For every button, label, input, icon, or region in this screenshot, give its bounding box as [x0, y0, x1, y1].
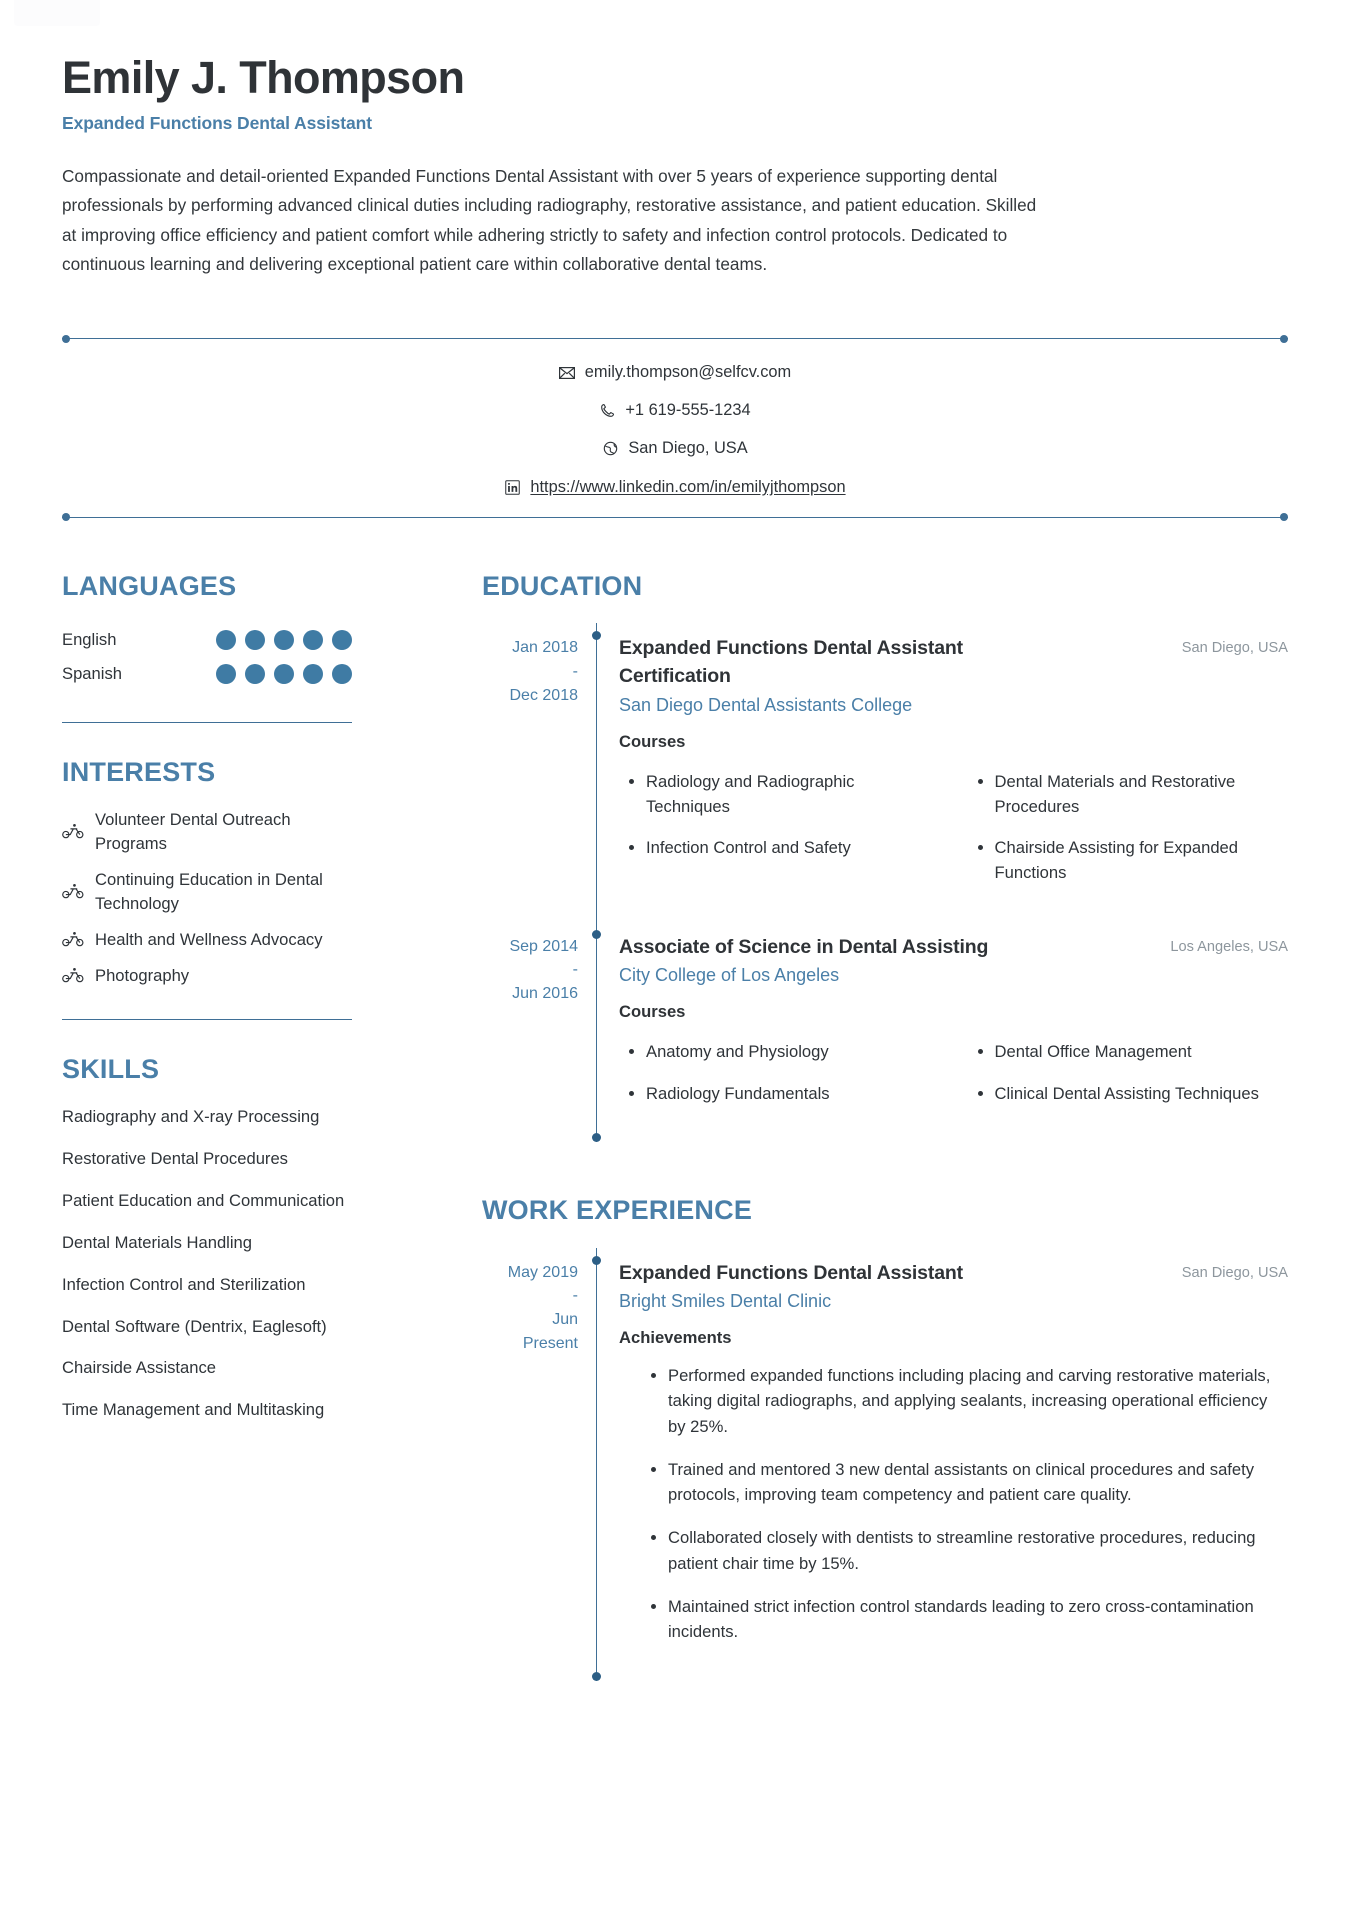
- resume-body: [62, 572, 1288, 1681]
- course-item: [968, 1073, 1289, 1114]
- entry-organization: Bright Smiles Dental Clinic: [619, 1291, 832, 1312]
- course-item: [619, 827, 940, 893]
- date-end: Dec 2018: [509, 686, 578, 704]
- contact-email-text: emily.thompson@selfcv.com: [584, 363, 792, 382]
- course-item: [619, 1031, 940, 1072]
- skill-item: Patient Education and Communication: [62, 1190, 345, 1210]
- work-experience-section: [482, 1196, 1288, 1681]
- bullet-point-icon: [978, 1049, 983, 1054]
- bullet-point-icon: [651, 1373, 656, 1378]
- sidebar: [62, 572, 352, 1440]
- entry-date-range: [482, 1248, 578, 1682]
- work-entries: [482, 1248, 1288, 1682]
- interest-label: Volunteer Dental Outreach Programs: [95, 810, 291, 854]
- bicycle-icon: [62, 931, 84, 949]
- education-entry: [482, 623, 1288, 921]
- date-start: Jan 2018: [512, 639, 578, 657]
- level-dot: [274, 664, 294, 684]
- interest-item: [62, 868, 352, 916]
- languages-list: [62, 623, 352, 691]
- interest-label: Health and Wellness Advocacy: [95, 930, 323, 950]
- date-start: May 2019: [507, 1263, 578, 1281]
- contact-linkedin-link[interactable]: https://www.linkedin.com/in/emilyjthompson: [530, 477, 846, 496]
- interest-label: Photography: [95, 966, 190, 986]
- language-row: [62, 657, 352, 691]
- level-dot: [303, 630, 323, 650]
- skills-list: [62, 1105, 352, 1423]
- date-end-month: Jun: [552, 1310, 578, 1328]
- course-item: [968, 827, 1289, 893]
- skill-item: Time Management and Multitasking: [62, 1400, 325, 1420]
- contact-band: [62, 316, 1288, 538]
- course-text: Radiology Fundamentals: [646, 1083, 830, 1103]
- course-item: [619, 761, 940, 827]
- candidate-name: Emily J. Thompson: [62, 52, 465, 103]
- achievement-item: [641, 1516, 1288, 1584]
- bullet-point-icon: [629, 845, 634, 850]
- course-item: [619, 1073, 940, 1114]
- skills-heading: SKILLS: [62, 1054, 160, 1085]
- bullet-point-icon: [651, 1467, 656, 1472]
- education-entries: [482, 623, 1288, 1141]
- date-end: Jun 2016: [512, 985, 578, 1003]
- work-experience-heading: WORK EXPERIENCE: [482, 1194, 753, 1225]
- date-start: Sep 2014: [509, 937, 578, 955]
- courses-label: Courses: [619, 731, 686, 751]
- bicycle-icon: [62, 967, 84, 985]
- bullet-point-icon: [978, 845, 983, 850]
- interest-item: [62, 964, 352, 988]
- skill-item: Chairside Assistance: [62, 1358, 217, 1378]
- main-column: [482, 572, 1288, 1681]
- languages-section: [62, 572, 352, 692]
- achievements-list: [619, 1354, 1288, 1653]
- course-text: Clinical Dental Assisting Techniques: [994, 1083, 1259, 1103]
- entry-location: Los Angeles, USA: [1170, 938, 1288, 955]
- contact-rule-bottom: [62, 517, 1288, 518]
- achievement-text: Collaborated closely with dentists to streamline restorative procedures, reducing patient chair time by 15%.: [668, 1528, 1256, 1573]
- achievement-item: [641, 1585, 1288, 1653]
- contact-email[interactable]: [559, 357, 791, 388]
- level-dot: [245, 630, 265, 650]
- bullet-point-icon: [629, 1049, 634, 1054]
- contact-linkedin[interactable]: [504, 472, 845, 503]
- skill-item: Radiography and X-ray Processing: [62, 1107, 320, 1127]
- achievement-text: Maintained strict infection control standards leading to zero cross-contamination incidents.: [668, 1596, 1254, 1641]
- achievements-label: Achievements: [619, 1328, 732, 1348]
- level-dot: [332, 630, 352, 650]
- achievement-text: Trained and mentored 3 new dental assistants on clinical procedures and safety protocols, improving team competency and patient care quality.: [668, 1459, 1255, 1505]
- entry-location: San Diego, USA: [1181, 1264, 1288, 1281]
- sidebar-divider: [62, 722, 352, 723]
- course-item: [968, 1031, 1289, 1072]
- contact-phone-text: +1 619-555-1234: [625, 401, 751, 420]
- entry-title: Expanded Functions Dental Assistant Certification: [619, 637, 963, 688]
- education-heading: EDUCATION: [482, 570, 643, 601]
- corner-watermark: [14, 0, 100, 26]
- level-dot: [274, 630, 294, 650]
- course-item: [968, 761, 1289, 827]
- entry-date-range: [482, 922, 578, 1142]
- bullet-point-icon: [978, 779, 983, 784]
- achievement-item: [641, 1448, 1288, 1516]
- entry-location: San Diego, USA: [1181, 640, 1288, 657]
- entry-title: Associate of Science in Dental Assisting: [619, 935, 989, 958]
- entry-head: [619, 1260, 1288, 1288]
- achievement-item: [641, 1354, 1288, 1448]
- languages-heading: LANGUAGES: [62, 570, 237, 601]
- level-dot: [303, 664, 323, 684]
- level-dot: [245, 664, 265, 684]
- language-row: [62, 623, 352, 657]
- entry-head: [619, 934, 1288, 962]
- contact-location-text: San Diego, USA: [628, 439, 748, 458]
- course-text: Infection Control and Safety: [646, 838, 851, 858]
- course-text: Anatomy and Physiology: [646, 1042, 829, 1062]
- course-text: Chairside Assisting for Expanded Functions: [994, 838, 1239, 883]
- interest-label: Continuing Education in Dental Technology: [95, 870, 323, 914]
- skill-item: Restorative Dental Procedures: [62, 1148, 288, 1168]
- course-text: Dental Materials and Restorative Procedures: [994, 771, 1236, 817]
- level-dot: [216, 630, 236, 650]
- courses-grid: [619, 1031, 1288, 1113]
- level-dot: [216, 664, 236, 684]
- envelope-icon: [559, 364, 576, 381]
- bicycle-icon: [62, 883, 84, 901]
- skill-item: Dental Materials Handling: [62, 1232, 253, 1252]
- level-dot: [332, 664, 352, 684]
- bullet-point-icon: [978, 1091, 983, 1096]
- globe-icon: [602, 440, 619, 457]
- interests-list: [62, 808, 352, 988]
- skills-section: [62, 1055, 352, 1423]
- bullet-point-icon: [629, 1091, 634, 1096]
- entry-organization: San Diego Dental Assistants College: [619, 694, 913, 715]
- course-text: Radiology and Radiographic Techniques: [646, 771, 855, 817]
- interests-heading: INTERESTS: [62, 757, 216, 788]
- sidebar-divider: [62, 1019, 352, 1020]
- language-level-dots: [216, 664, 352, 684]
- bullet-point-icon: [651, 1604, 656, 1609]
- resume-header: [62, 0, 1288, 280]
- contact-phone[interactable]: [599, 395, 750, 426]
- interests-section: [62, 758, 352, 988]
- entry-date-range: [482, 623, 578, 921]
- interest-item: [62, 928, 352, 952]
- date-end-present: Present: [522, 1334, 578, 1352]
- contact-rule-top: [62, 338, 1288, 339]
- entry-body: [596, 623, 1288, 921]
- contact-location: [602, 433, 747, 464]
- phone-icon: [599, 402, 616, 419]
- skill-item: Dental Software (Dentrix, Eaglesoft): [62, 1316, 327, 1336]
- candidate-job-title: Expanded Functions Dental Assistant: [62, 112, 372, 133]
- language-name: English: [62, 630, 117, 650]
- course-text: Dental Office Management: [994, 1042, 1192, 1062]
- bicycle-icon: [62, 823, 84, 841]
- date-dash: -: [572, 663, 578, 681]
- bullet-point-icon: [651, 1535, 656, 1540]
- entry-title: Expanded Functions Dental Assistant: [619, 1261, 963, 1284]
- entry-body: [596, 922, 1288, 1142]
- language-level-dots: [216, 630, 352, 650]
- education-entry: [482, 922, 1288, 1142]
- linkedin-icon: [504, 479, 521, 496]
- language-name: Spanish: [62, 664, 122, 684]
- contact-list: [62, 339, 1288, 517]
- work-entry: [482, 1248, 1288, 1682]
- entry-head: [619, 635, 1288, 690]
- achievement-text: Performed expanded functions including placing and carving restorative materials, taking digital radiographs, and applying sealants, increasing operational efficiency by 25%.: [668, 1366, 1271, 1436]
- date-dash: -: [572, 1287, 578, 1305]
- entry-body: [596, 1248, 1288, 1682]
- professional-summary: Compassionate and detail-oriented Expanded Functions Dental Assistant with over 5 years of experience supporting dental professionals by performing advanced clinical duties including radiography, restorative assistance, and patient education. Skilled at improving office efficiency and patient comfort while adhering strictly to safety and infection control protocols. Dedicated to continuous learning and delivering exceptional patient care within collaborative dental teams.: [62, 165, 1037, 275]
- interest-item: [62, 808, 352, 856]
- entry-organization: City College of Los Angeles: [619, 965, 840, 986]
- courses-label: Courses: [619, 1002, 686, 1022]
- skill-item: Infection Control and Sterilization: [62, 1274, 306, 1294]
- courses-grid: [619, 761, 1288, 894]
- education-section: [482, 572, 1288, 1142]
- bullet-point-icon: [629, 779, 634, 784]
- date-dash: -: [572, 961, 578, 979]
